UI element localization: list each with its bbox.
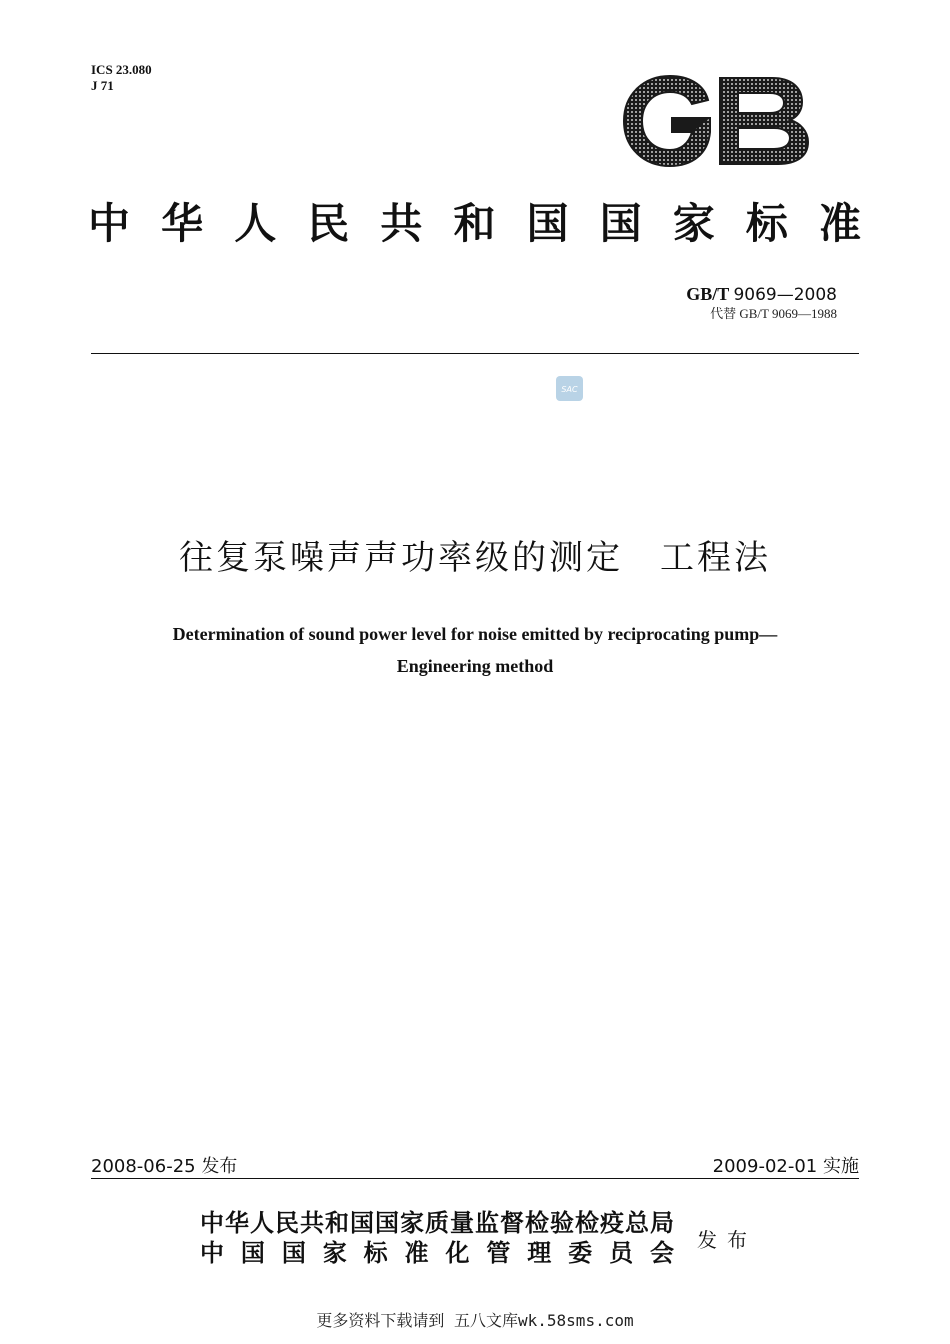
title-english [0, 618, 950, 682]
title-english-line1: Determination of sound power level for noise emitted by reciprocating pump— [172, 624, 778, 644]
standard-prefix: GB/T [686, 284, 729, 304]
ccs-code: J 71 [91, 78, 114, 93]
classification-codes [91, 62, 152, 94]
footer-watermark: 更多资料下载请到 五八文库wk.58sms.com [316, 1311, 634, 1330]
standard-code: 9069—2008 [733, 285, 837, 305]
publish-label: 发布 [697, 1228, 757, 1252]
title-chinese: 往复泵噪声声功率级的测定 工程法 [179, 538, 771, 578]
issue-date: 2008-06-25 发布 [91, 1156, 238, 1177]
implementation-date: 2009-02-01 实施 [712, 1156, 859, 1177]
sac-watermark-icon [556, 376, 583, 401]
standard-number-block [686, 283, 837, 322]
issuing-authorities [200, 1208, 674, 1268]
replaces-standard: 代替 GB/T 9069—1988 [710, 306, 837, 321]
title-english-line2: Engineering method [396, 656, 554, 676]
top-divider [91, 353, 859, 354]
gb-logo-icon [622, 74, 810, 168]
issuer-aqsiq: 中华人民共和国国家质量监督检验检疫总局 [200, 1208, 674, 1237]
bottom-divider [91, 1178, 859, 1179]
sac-mark-text: SAC [561, 385, 578, 394]
standard-number [686, 283, 837, 306]
issuer-sac: 中国国家标准化管理委员会 [200, 1238, 674, 1267]
ics-code: ICS 23.080 [91, 62, 152, 77]
main-title: 中华人民共和国国家标准 [88, 199, 863, 248]
